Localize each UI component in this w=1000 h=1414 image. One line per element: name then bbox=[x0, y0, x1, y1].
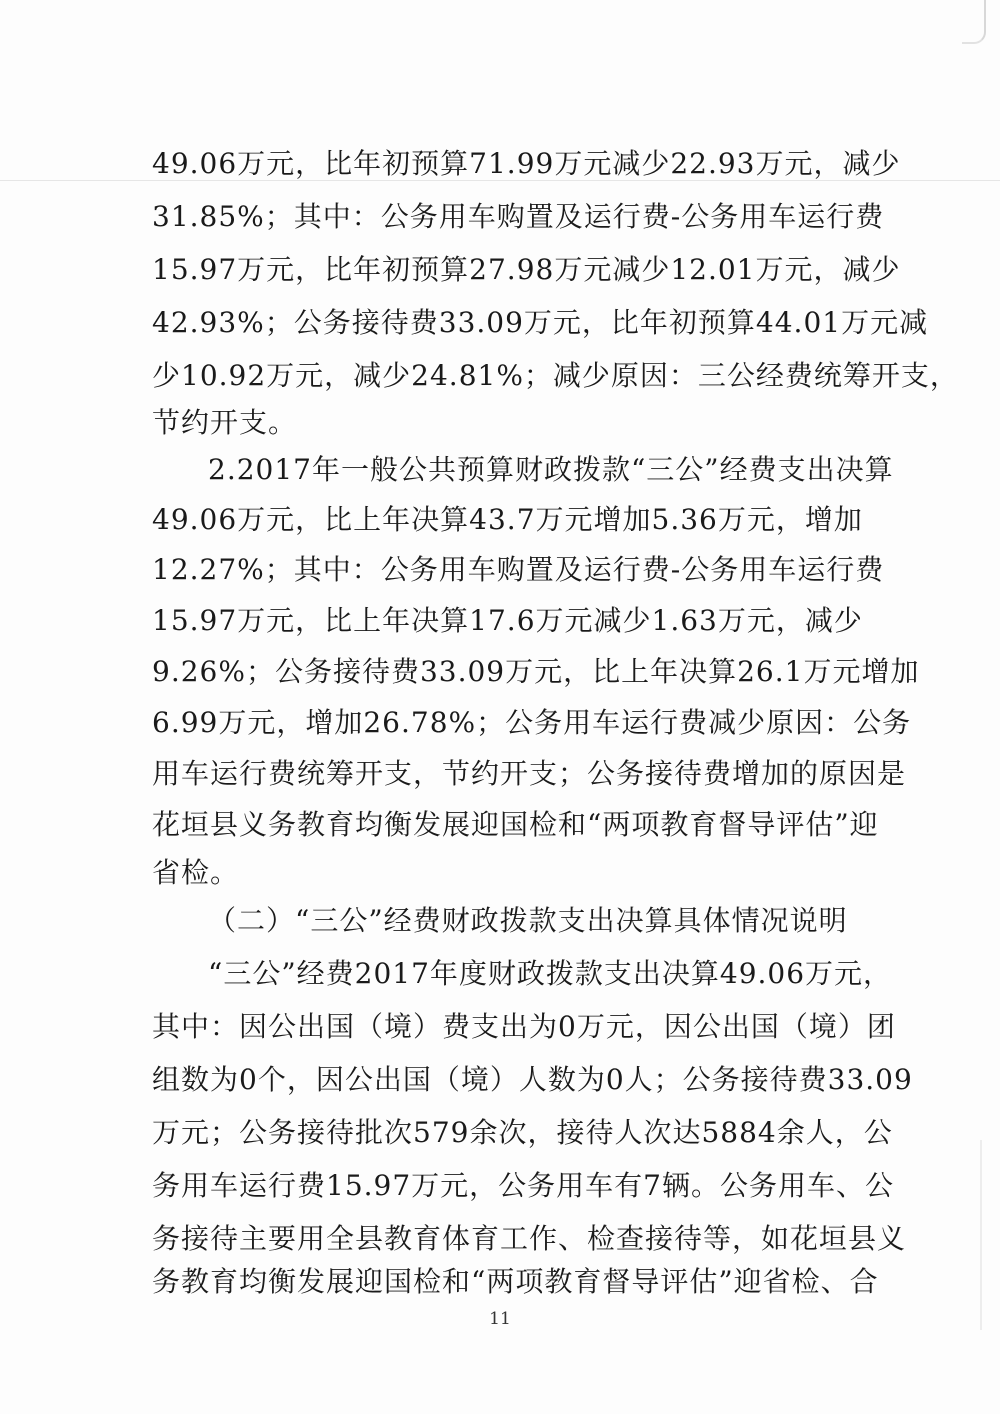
section-heading: （二）“三公”经费财政拨款支出决算具体情况说明 bbox=[208, 904, 848, 937]
body-text-line: 用车运行费统筹开支，节约开支；公务接待费增加的原因是 bbox=[152, 757, 907, 790]
page-number: 11 bbox=[489, 1309, 511, 1329]
body-text-line: 节约开支。 bbox=[152, 406, 298, 439]
body-text-line: 6.99万元，增加26.78%；公务用车运行费减少原因：公务 bbox=[152, 706, 912, 739]
body-text-line: 15.97万元，比年初预算27.98万元减少12.01万元，减少 bbox=[152, 253, 901, 286]
body-text-line: 少10.92万元，减少24.81%；减少原因：三公经费统筹开支， bbox=[152, 359, 959, 392]
scan-edge-mark bbox=[980, 1140, 982, 1330]
body-text-line: 省检。 bbox=[152, 856, 240, 889]
body-text-line: 15.97万元，比上年决算17.6万元减少1.63万元，减少 bbox=[152, 604, 863, 637]
body-text-line: 42.93%；公务接待费33.09万元，比年初预算44.01万元减 bbox=[152, 306, 929, 339]
body-text-line: 2.2017年一般公共预算财政拨款“三公”经费支出决算 bbox=[208, 453, 894, 486]
body-text-line: 务教育均衡发展迎国检和“两项教育督导评估”迎省检、合 bbox=[152, 1265, 879, 1298]
body-text-line: 花垣县义务教育均衡发展迎国检和“两项教育督导评估”迎 bbox=[152, 808, 879, 841]
body-text-line: 组数为0个，因公出国（境）人数为0人；公务接待费33.09 bbox=[152, 1063, 913, 1096]
body-text-line: 万元；公务接待批次579余次，接待人次达5884余人，公 bbox=[152, 1116, 893, 1149]
body-text-line: 12.27%；其中：公务用车购置及运行费-公务用车运行费 bbox=[152, 553, 885, 586]
body-text-line: 9.26%；公务接待费33.09万元，比上年决算26.1万元增加 bbox=[152, 655, 920, 688]
scan-corner-mark bbox=[962, 0, 986, 44]
body-text-line: “三公”经费2017年度财政拨款支出决算49.06万元， bbox=[208, 957, 893, 990]
body-text-line: 其中：因公出国（境）费支出为0万元，因公出国（境）团 bbox=[152, 1010, 896, 1043]
body-text-line: 49.06万元，比年初预算71.99万元减少22.93万元，减少 bbox=[152, 147, 901, 180]
body-text-line: 31.85%；其中：公务用车购置及运行费-公务用车运行费 bbox=[152, 200, 885, 233]
body-text-line: 务接待主要用全县教育体育工作、检查接待等，如花垣县义 bbox=[152, 1222, 907, 1255]
body-text-line: 49.06万元，比上年决算43.7万元增加5.36万元，增加 bbox=[152, 503, 863, 536]
body-text-line: 务用车运行费15.97万元，公务用车有7辆。公务用车、公 bbox=[152, 1169, 894, 1202]
